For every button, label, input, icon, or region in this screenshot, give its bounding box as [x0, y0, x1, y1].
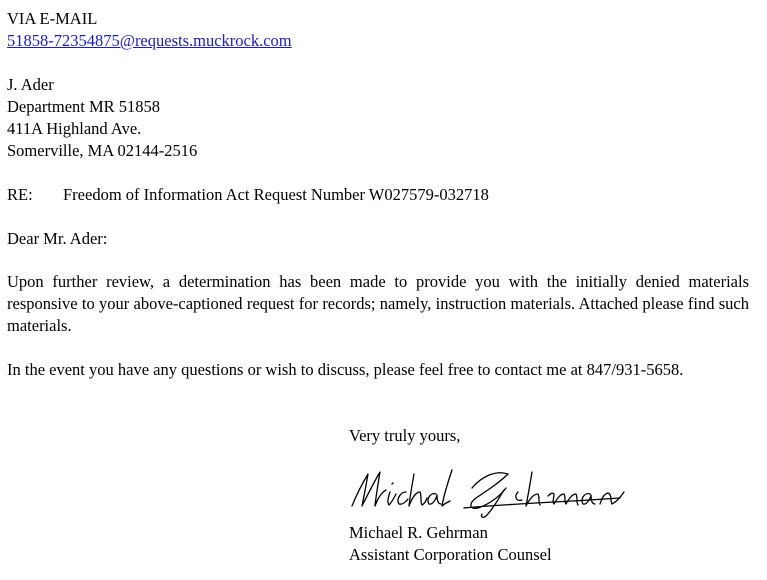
- body-paragraph-1: Upon further review, a determination has been made to provide you with the initially denied materials responsive to your above-captioned request for records; namely, instruction materials. Attached please find such materials.: [7, 272, 749, 335]
- body-paragraph-2: In the event you have any questions or wish to discuss, please feel free to contact me at 847/931-5658.: [7, 360, 684, 379]
- signer-name: Michael R. Gehrman: [349, 523, 488, 542]
- valediction: Very truly yours,: [349, 426, 461, 445]
- subject-label: RE:: [7, 185, 33, 204]
- subject-text: Freedom of Information Act Request Number W027579-032718: [63, 185, 489, 204]
- recipient-street: 411A Highland Ave.: [7, 119, 142, 138]
- subject-line: [7, 184, 489, 206]
- recipient-name: J. Ader: [7, 75, 54, 94]
- delivery-method: VIA E-MAIL: [7, 9, 98, 28]
- recipient-department: Department MR 51858: [7, 97, 161, 116]
- signer-title: Assistant Corporation Counsel: [349, 545, 552, 564]
- salutation: Dear Mr. Ader:: [7, 229, 108, 248]
- recipient-email-link[interactable]: 51858-72354875@requests.muckrock.com: [7, 31, 292, 50]
- recipient-city-state-zip: Somerville, MA 02144-2516: [7, 141, 198, 160]
- handwritten-signature: [344, 462, 634, 520]
- recipient-email-line: [7, 30, 292, 52]
